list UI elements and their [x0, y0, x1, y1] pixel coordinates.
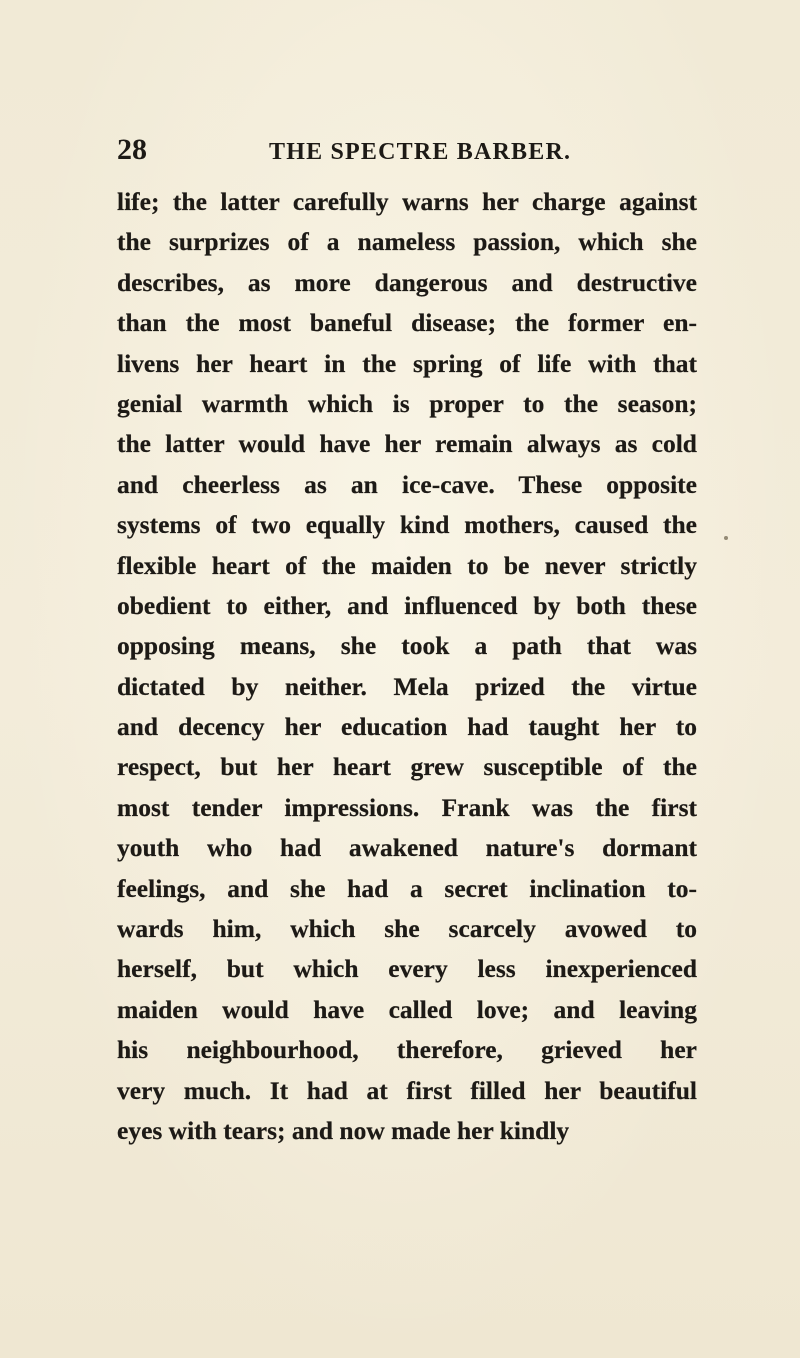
text-line: feelings, and she had a secret inclination to-	[117, 873, 697, 903]
text-line: livens her heart in the spring of life with that	[117, 348, 697, 378]
text-line: youth who had awakened nature's dormant	[117, 833, 697, 863]
text-line: herself, but which every less inexperienced	[117, 954, 697, 984]
text-line: obedient to either, and influenced by both these	[117, 590, 697, 620]
text-line: most tender impressions. Frank was the first	[117, 792, 697, 822]
text-line: respect, but her heart grew susceptible of the	[117, 752, 697, 782]
text-line: describes, as more dangerous and destructive	[117, 267, 697, 297]
paper-speck	[724, 536, 728, 540]
text-line: maiden would have called love; and leaving	[117, 994, 697, 1024]
text-line: eyes with tears; and now made her kindly	[117, 1115, 570, 1145]
running-head	[117, 130, 717, 170]
text-line: opposing means, she took a path that was	[117, 631, 697, 661]
text-line: and cheerless as an ice-cave. These opposite	[117, 469, 697, 499]
text-line: genial warmth which is proper to the season;	[117, 388, 697, 418]
text-line: dictated by neither. Mela prized the virtue	[117, 671, 697, 701]
body-text	[117, 182, 697, 1151]
text-line: his neighbourhood, therefore, grieved her	[117, 1035, 697, 1065]
text-line: very much. It had at first filled her beautiful	[117, 1075, 697, 1105]
text-line: and decency her education had taught her to	[117, 712, 697, 742]
text-line: the latter would have her remain always as cold	[117, 429, 697, 459]
text-line: wards him, which she scarcely avowed to	[117, 914, 697, 944]
text-line: flexible heart of the maiden to be never strictly	[117, 550, 697, 580]
text-line: than the most baneful disease; the former en-	[117, 308, 697, 338]
page-number: 28	[117, 133, 147, 166]
text-line: life; the latter carefully warns her charge against	[117, 187, 697, 216]
text-line: the surprizes of a nameless passion, which she	[117, 227, 697, 257]
text-line: systems of two equally kind mothers, caused the	[117, 510, 697, 540]
running-title: THE SPECTRE BARBER.	[269, 139, 572, 165]
